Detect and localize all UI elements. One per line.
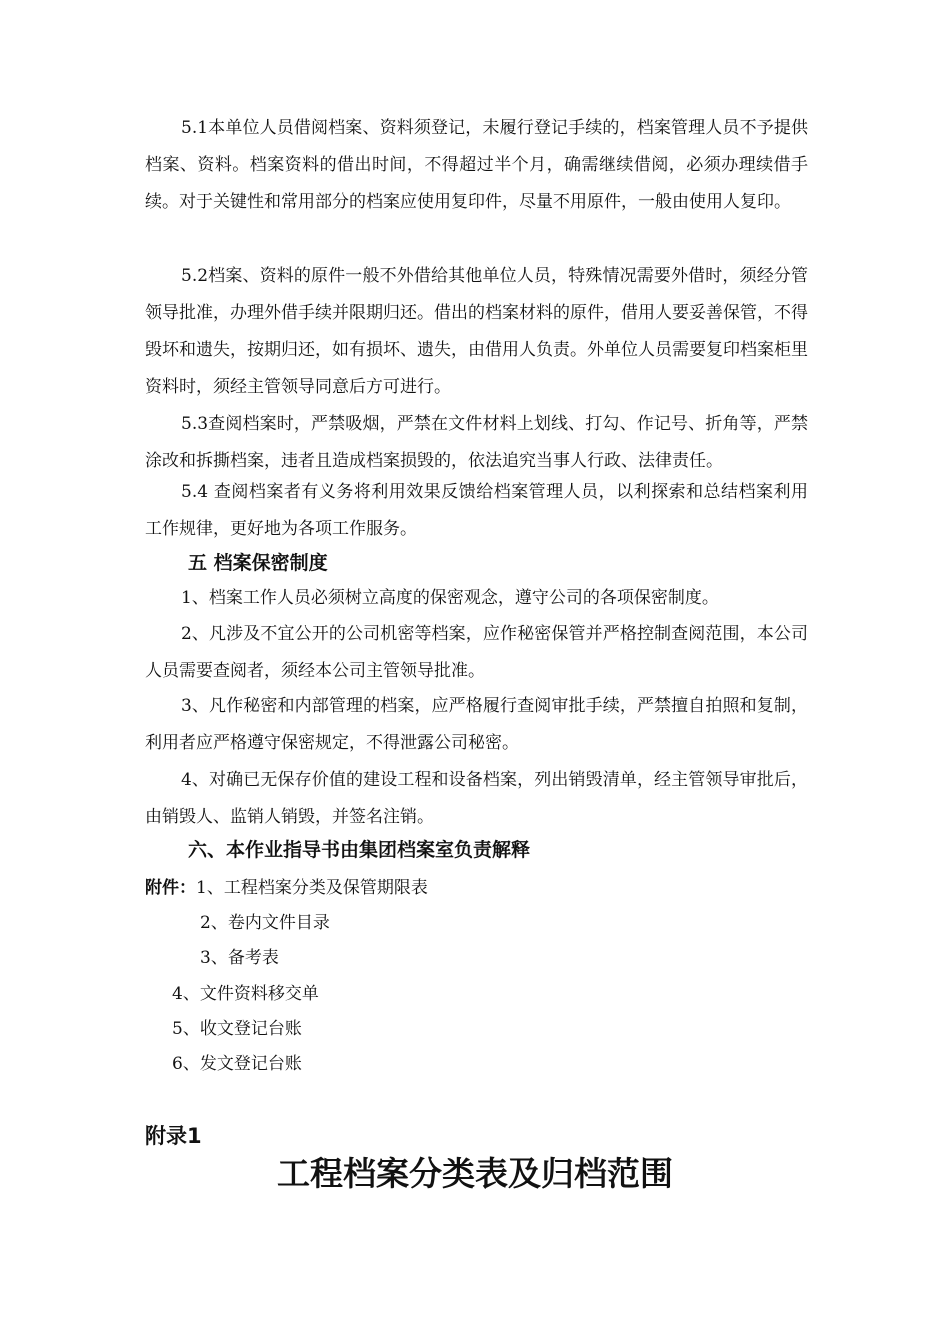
- paragraph-5-1: 5.1本单位人员借阅档案、资料须登记，未履行登记手续的，档案管理人员不予提供档案、资料。档案资料的借出时间，不得超过半个月，确需继续借阅，必须办理续借手续。对于关键性和常用部分的档案应使用复印件，尽量不用原件，一般由使用人复印。: [145, 118, 808, 212]
- paragraph-5-2: 5.2档案、资料的原件一般不外借给其他单位人员，特殊情况需要外借时，须经分管领导批准，办理外借手续并限期归还。借出的档案材料的原件，借用人要妥善保管，不得毁坏和遗失，按期归还，如有损坏、遗失，由借用人负责。外单位人员需要复印档案柜里资料时，须经主管领导同意后方可进行。: [145, 266, 808, 397]
- appendix-label: 附录1: [145, 1124, 202, 1148]
- section-heading-interpretation: 六、本作业指导书由集团档案室负责解释: [188, 839, 531, 861]
- attachment-item-1: 1、工程档案分类及保管期限表: [196, 878, 428, 898]
- confidential-item-4: 4、对确已无保存价值的建设工程和设备档案，列出销毁清单，经主管领导审批后，由销毁人、监销人销毁，并签名注销。: [145, 770, 808, 827]
- paragraph-5-3: 5.3查阅档案时，严禁吸烟，严禁在文件材料上划线、打勾、作记号、折角等，严禁涂改和拆撕档案，违者且造成档案损毁的，依法追究当事人行政、法律责任。: [145, 414, 808, 471]
- confidential-item-2: 2、凡涉及不宜公开的公司机密等档案，应作秘密保管并严格控制查阅范围，本公司人员需要查阅者，须经本公司主管领导批准。: [145, 624, 808, 681]
- attachment-item-5: 5、收文登记台账: [172, 1019, 302, 1039]
- attachments-line: [145, 873, 428, 898]
- attachment-item-4: 4、文件资料移交单: [172, 984, 319, 1004]
- attachments-label: 附件：: [145, 878, 196, 898]
- confidential-item-1: 1、档案工作人员必须树立高度的保密观念，遵守公司的各项保密制度。: [181, 588, 719, 608]
- confidential-item-3: 3、凡作秘密和内部管理的档案，应严格履行查阅审批手续，严禁擅自拍照和复制，利用者应严格遵守保密规定，不得泄露公司秘密。: [145, 696, 808, 753]
- section-heading-confidentiality: 五 档案保密制度: [188, 552, 328, 574]
- paragraph-5-4: 5.4 查阅档案者有义务将利用效果反馈给档案管理人员，以利探索和总结档案利用工作规律，更好地为各项工作服务。: [145, 482, 808, 539]
- attachment-item-6: 6、发文登记台账: [172, 1054, 302, 1074]
- attachment-item-3: 3、备考表: [200, 948, 279, 968]
- attachment-item-2: 2、卷内文件目录: [200, 913, 330, 933]
- appendix-title: 工程档案分类表及归档范围: [277, 1154, 673, 1193]
